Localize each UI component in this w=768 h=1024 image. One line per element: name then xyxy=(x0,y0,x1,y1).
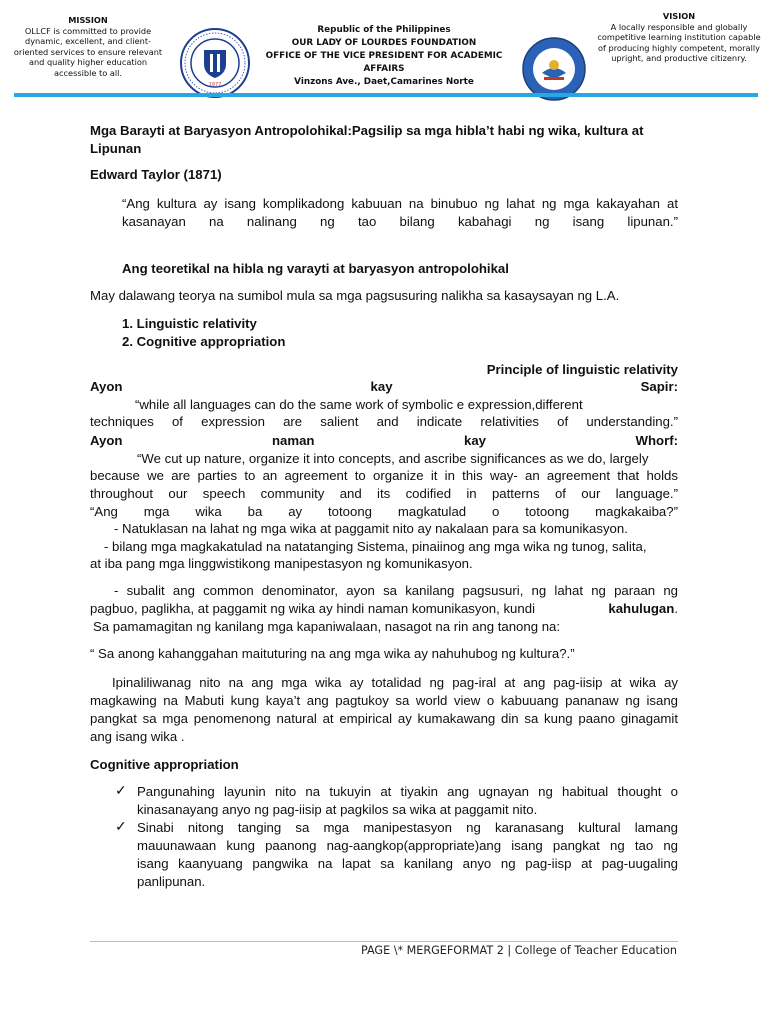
quote-line: “Ang kultura ay isang komplikadong kabuuan na binubuo ng lahat ng mga kakayahan at xyxy=(122,196,678,211)
title-line: Lipunan xyxy=(90,141,142,156)
taylor-quote xyxy=(122,195,678,231)
paragraph-line: - subalit ang common denominator, ayon sa kanilang pagsusuri, ng lahat ng paraan ng xyxy=(114,583,678,598)
vision-line: competitive learning institution capable xyxy=(597,32,761,43)
header-divider xyxy=(14,93,758,97)
section-subheading: Ang teoretikal na hibla ng varayti at baryasyon antropolohikal xyxy=(122,261,509,276)
foundation-name: OUR LADY OF LOURDES FOUNDATION xyxy=(291,38,477,48)
text-run: . xyxy=(674,601,678,616)
finding-line: at iba pang mga linggwistikong manipestasyon ng komunikasyon. xyxy=(90,556,473,571)
word: kay xyxy=(370,379,393,394)
bullet-line: panlipunan. xyxy=(137,874,206,889)
mission-line: dynamic, excellent, and client- xyxy=(25,36,151,47)
sapir-attribution xyxy=(90,378,678,396)
mission-title: MISSION xyxy=(68,15,108,25)
office-name: OFFICE OF THE VICE PRESIDENT FOR ACADEMIC AFFAIRS xyxy=(265,51,503,74)
finding-line: - bilang mga magkakatulad na natatanging Sistema, pinaiinog ang mga wika ng tunog, salita, xyxy=(104,539,647,554)
mission-line: accessible to all. xyxy=(54,67,122,78)
mission-line: and quality higher education xyxy=(28,57,148,68)
mission-line: oriented services to ensure relevant xyxy=(13,46,163,57)
mission-line: OLLCF is committed to provide xyxy=(24,25,152,36)
word: Sapir: xyxy=(640,379,678,394)
theory-list xyxy=(122,315,285,351)
sapir-quote-line: “while all languages can do the same work of symbolic e expression,different xyxy=(135,397,583,412)
paragraph-line: Ipinaliliwanag nito na ang mga wika ay totalidad ng pag-iral at ang pag-iisip at wika ay xyxy=(112,675,678,690)
question-line: “Ang mga wika ba ay totoong magkatulad o totoong magkakaiba?” xyxy=(90,504,678,519)
word: kay xyxy=(464,433,487,448)
paragraph-line: ang isang wika . xyxy=(90,729,185,744)
finding-line: - Natuklasan na lahat ng mga wika at paggamit nito ay nakalaan para sa komunikasyon. xyxy=(114,521,628,536)
principle-heading: Principle of linguistic relativity xyxy=(486,362,678,377)
whorf-quote-line: because we are parties to an agreement to organize it in this way- an agreement that holds xyxy=(90,468,678,483)
republic-line: Republic of the Philippines xyxy=(317,25,451,35)
paragraph-line xyxy=(90,600,678,618)
bullet-item xyxy=(137,783,678,819)
vision-line: upright, and productive citizenry. xyxy=(611,53,747,64)
paragraph-line: Sa pamamagitan ng kanilang mga kapaniwalaan, nasagot na rin ang tanong na: xyxy=(93,619,561,634)
bullet-line: Pangunahing layunin nito na tukuyin at tiyakin ang ugnayan ng habitual thought o xyxy=(137,784,678,799)
seal-year: 1977 xyxy=(208,82,222,88)
author-heading: Edward Taylor (1871) xyxy=(90,167,222,182)
whorf-attribution xyxy=(90,432,678,450)
bullet-item xyxy=(137,819,678,891)
mission-block xyxy=(10,15,166,79)
school-seal-logo xyxy=(180,28,250,98)
college-seal-logo xyxy=(522,37,586,101)
whorf-quote-line: throughout our speech community and its codified in patterns of our language.” xyxy=(90,486,678,501)
title-line: Mga Barayti at Baryasyon Antropolohikal:Pagsilip sa mga hibla’t habi ng wika, kultura at xyxy=(90,123,644,138)
emphasis-kahulugan: kahulugan xyxy=(608,601,675,616)
word: Ayon xyxy=(90,433,123,448)
document-title xyxy=(90,122,682,158)
institution-header xyxy=(244,24,524,89)
culture-question: “ Sa anong kahanggahan maituturing na ang mga wika ay nahuhubog ng kultura?.” xyxy=(90,646,575,661)
sapir-quote-line: techniques of expression are salient and indicate relativities of understanding.” xyxy=(90,414,678,429)
paragraph-line: magkawing na Mabuti kung kaya’t ang pagtukoy sa world view o kabuuang pananaw ng isang xyxy=(90,693,678,708)
address-line: Vinzons Ave., Daet,Camarines Norte xyxy=(294,77,474,87)
quote-line: kasanayan na nalinang ng tao bilang kabahagi ng isang lipunan.” xyxy=(122,214,678,229)
checkmark-icon: ✓ xyxy=(115,782,127,798)
text-run: pagbuo, paglikha, at paggamit ng wika ay hindi naman komunikasyon, kundi xyxy=(90,601,535,616)
bullet-line: mauunawaan kung paanong nag-aangkop(appropriate)ang isang pangkat ng tao ng xyxy=(137,838,678,853)
whorf-quote-line: “We cut up nature, organize it into concepts, and ascribe significances as we do, largely xyxy=(137,451,649,466)
vision-line: A locally responsible and globally xyxy=(610,21,748,32)
vision-line: of producing highly competent, morally xyxy=(598,42,760,53)
list-item: 2. Cognitive appropriation xyxy=(122,334,286,349)
paragraph-line: pangkat sa mga penomenong natural at empirical ay kumakawang din sa kung paano ginagamit xyxy=(90,711,678,726)
checkmark-icon: ✓ xyxy=(115,818,127,834)
page-footer: PAGE \* MERGEFORMAT 2 | College of Teacher Education xyxy=(360,944,677,957)
bullet-line: Sinabi nitong tanging sa mga manipestasyon ng karanasang kultural lamang xyxy=(137,820,678,835)
vision-title: VISION xyxy=(662,11,696,21)
cognitive-heading: Cognitive appropriation xyxy=(90,757,239,772)
word: Whorf: xyxy=(635,433,678,448)
intro-paragraph: May dalawang teorya na sumibol mula sa mga pagsusuring nalikha sa kasaysayan ng L.A. xyxy=(90,288,620,303)
bullet-line: isang kaanyuang pangwika na lapat sa kanilang anyo ng pag-iisp at pag-uugaling xyxy=(137,856,678,871)
word: Ayon xyxy=(90,379,123,394)
vision-block xyxy=(592,11,766,64)
list-item: 1. Linguistic relativity xyxy=(122,316,257,331)
bullet-line: kinasanayang anyo ng pag-iisip at pagkilos sa wika at paggamit nito. xyxy=(137,802,538,817)
footer-divider xyxy=(90,941,678,942)
word: naman xyxy=(271,433,315,448)
explanation-paragraph xyxy=(90,674,678,746)
subalit-paragraph xyxy=(90,582,678,636)
